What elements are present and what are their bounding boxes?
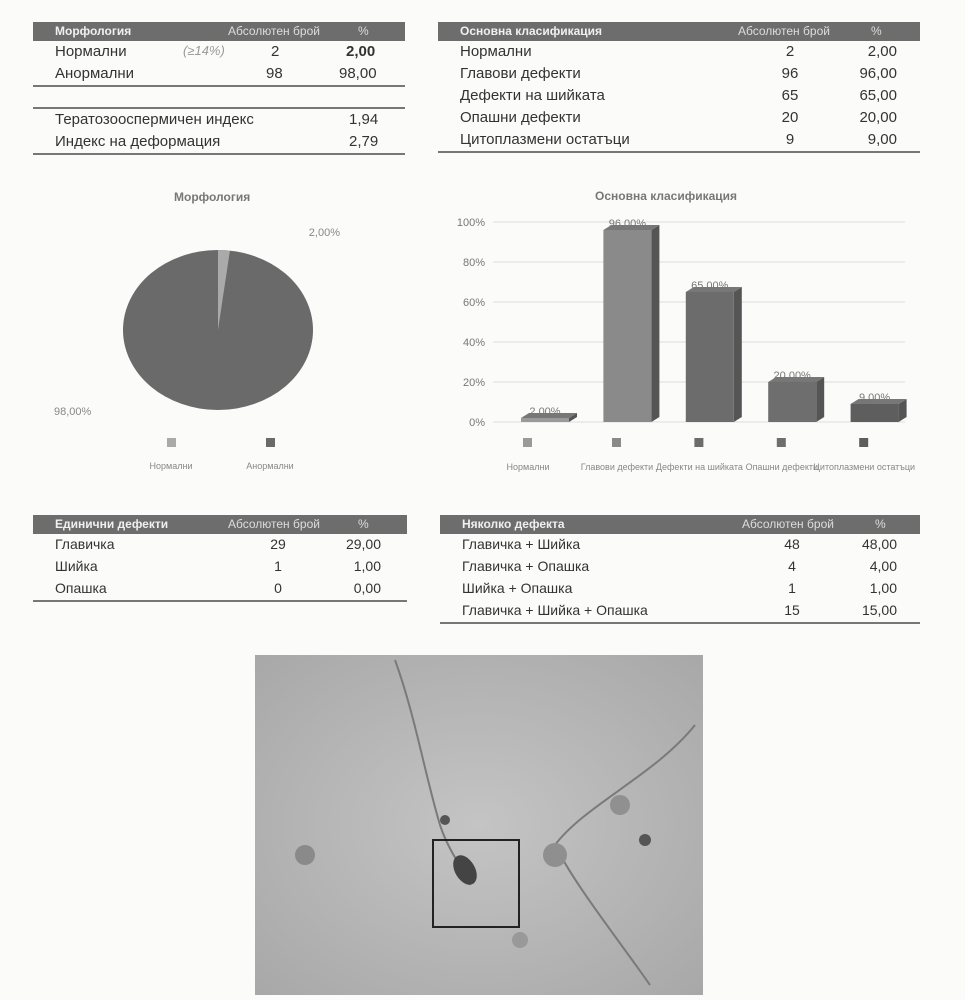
table-row (33, 63, 405, 87)
table-title: Единични дефекти (55, 517, 169, 531)
pie-title: Морфология (174, 190, 251, 204)
row-pct: 96,00 (859, 65, 897, 82)
single-defects-table (33, 515, 407, 602)
table-row (440, 534, 920, 556)
y-tick-label: 100% (456, 217, 485, 229)
classification-table (438, 22, 920, 153)
y-tick-label: 60% (462, 297, 485, 309)
row-pct: 2,00 (867, 43, 897, 60)
row-abs: 29 (270, 536, 286, 552)
row-pct: 1,00 (353, 558, 381, 574)
pie-chart (40, 210, 340, 480)
row-abs: 0 (274, 580, 282, 596)
table-row (33, 41, 405, 63)
bar-data-label: 20,00% (773, 370, 811, 382)
bar-data-label: 65,00% (691, 280, 729, 292)
row-pct: 1,00 (869, 580, 897, 596)
table-header (438, 22, 920, 41)
bar-chart (440, 205, 940, 490)
index-row (33, 109, 405, 131)
bar-side (651, 225, 659, 422)
legend-swatch (523, 438, 532, 447)
table-header (33, 22, 405, 41)
row-label: Анормални (55, 65, 135, 82)
row-pct: 4,00 (869, 558, 897, 574)
col-abs: Абсолютен брой (228, 517, 320, 531)
y-tick-label: 40% (462, 337, 485, 349)
table-header (33, 515, 407, 534)
row-pct: 20,00 (859, 109, 897, 126)
row-label: Цитоплазмени остатъци (460, 131, 630, 148)
row-pct: 9,00 (867, 131, 897, 148)
legend-swatch-normal (167, 438, 176, 447)
bar (521, 418, 569, 422)
row-abs: 96 (781, 65, 799, 82)
index-value: 2,79 (349, 133, 379, 150)
row-label: Главичка (55, 536, 115, 552)
table-row (33, 556, 407, 578)
row-abs: 2 (785, 43, 795, 60)
row-abs: 9 (785, 131, 795, 148)
bar (851, 404, 899, 422)
row-pct: 48,00 (861, 536, 897, 552)
row-abs: 15 (784, 602, 800, 618)
legend-label: Нормални (506, 462, 550, 472)
row-abs: 1 (274, 558, 282, 574)
row-label: Дефекти на шийката (460, 87, 605, 104)
legend-swatch (777, 438, 786, 447)
y-tick-label: 80% (462, 257, 485, 269)
col-pct: % (875, 517, 886, 531)
y-tick-label: 20% (462, 377, 485, 389)
table-row (33, 534, 407, 556)
legend-swatch (859, 438, 868, 447)
col-abs: Абсолютен брой (228, 24, 320, 38)
multi-defects-table (440, 515, 920, 624)
col-pct: % (871, 24, 882, 38)
table-row (438, 129, 920, 151)
table-row (440, 600, 920, 622)
bar-data-label: 2,00% (529, 406, 561, 418)
index-label: Индекс на деформация (55, 133, 221, 150)
bar (768, 382, 816, 422)
table-title: Няколко дефекта (462, 517, 565, 531)
bar (686, 292, 734, 422)
row-abs: 20 (781, 109, 799, 126)
table-row (438, 41, 920, 63)
row-label: Главови дефекти (460, 65, 581, 82)
table-row (438, 85, 920, 107)
col-pct: % (358, 24, 369, 38)
table-title: Морфология (55, 24, 132, 38)
row-label: Нормални (55, 43, 127, 60)
row-label: Нормални (460, 43, 532, 60)
row-abs: 4 (788, 558, 796, 574)
pie-label-normal: 2,00% (308, 227, 340, 239)
index-label: Тератозооспермичен индекс (55, 111, 254, 128)
col-pct: % (358, 517, 369, 531)
legend-swatch (612, 438, 621, 447)
row-label: Главичка + Опашка (462, 558, 590, 574)
table-row (438, 107, 920, 129)
y-tick-label: 0% (469, 417, 485, 429)
row-label: Шийка + Опашка (462, 580, 573, 596)
col-abs: Абсолютен брой (742, 517, 834, 531)
col-abs: Абсолютен брой (738, 24, 830, 38)
bar-side (734, 287, 742, 422)
row-label: Главичка + Шийка + Опашка (462, 602, 648, 618)
bar (603, 230, 651, 422)
legend-label: Опашни дефекти (745, 462, 819, 472)
legend-swatch-abnormal (266, 438, 275, 447)
legend-swatch (694, 438, 703, 447)
table-title: Основна класификация (460, 24, 603, 38)
bar-data-label: 96,00% (608, 218, 647, 230)
table-header (440, 515, 920, 534)
row-label: Главичка + Шийка (462, 536, 581, 552)
table-row (440, 556, 920, 578)
row-pct: 15,00 (861, 602, 897, 618)
table-row (33, 578, 407, 600)
row-abs: 2 (271, 43, 280, 60)
bar-title: Основна класификация (595, 189, 738, 203)
row-abs: 98 (266, 65, 283, 82)
morphology-table (33, 22, 405, 155)
row-note: (≥14%) (183, 43, 225, 58)
index-value: 1,94 (349, 111, 379, 128)
row-pct: 0,00 (353, 580, 381, 596)
row-pct: 98,00 (339, 65, 377, 82)
bar-data-label: 9,00% (858, 392, 891, 404)
pie-label-abnormal: 98,00% (54, 406, 92, 418)
row-pct: 65,00 (859, 87, 897, 104)
row-label: Шийка (55, 558, 98, 574)
row-abs: 48 (784, 536, 800, 552)
bar-side (816, 377, 824, 422)
row-pct: 29,00 (345, 536, 381, 552)
legend-label-abnormal: Анормални (246, 461, 294, 471)
table-row (440, 578, 920, 600)
row-label: Опашни дефекти (460, 109, 581, 126)
microscope-image (255, 655, 703, 995)
row-label: Опашка (55, 580, 107, 596)
legend-label-normal: Нормални (149, 461, 193, 471)
legend-label: Дефекти на шийката (655, 462, 743, 472)
row-abs: 1 (788, 580, 796, 596)
legend-label: Цитоплазмени остатъци (813, 462, 916, 472)
legend-label: Главови дефекти (580, 462, 654, 472)
index-row (33, 131, 405, 155)
row-abs: 65 (781, 87, 799, 104)
table-row (438, 63, 920, 85)
row-pct: 2,00 (346, 43, 376, 60)
